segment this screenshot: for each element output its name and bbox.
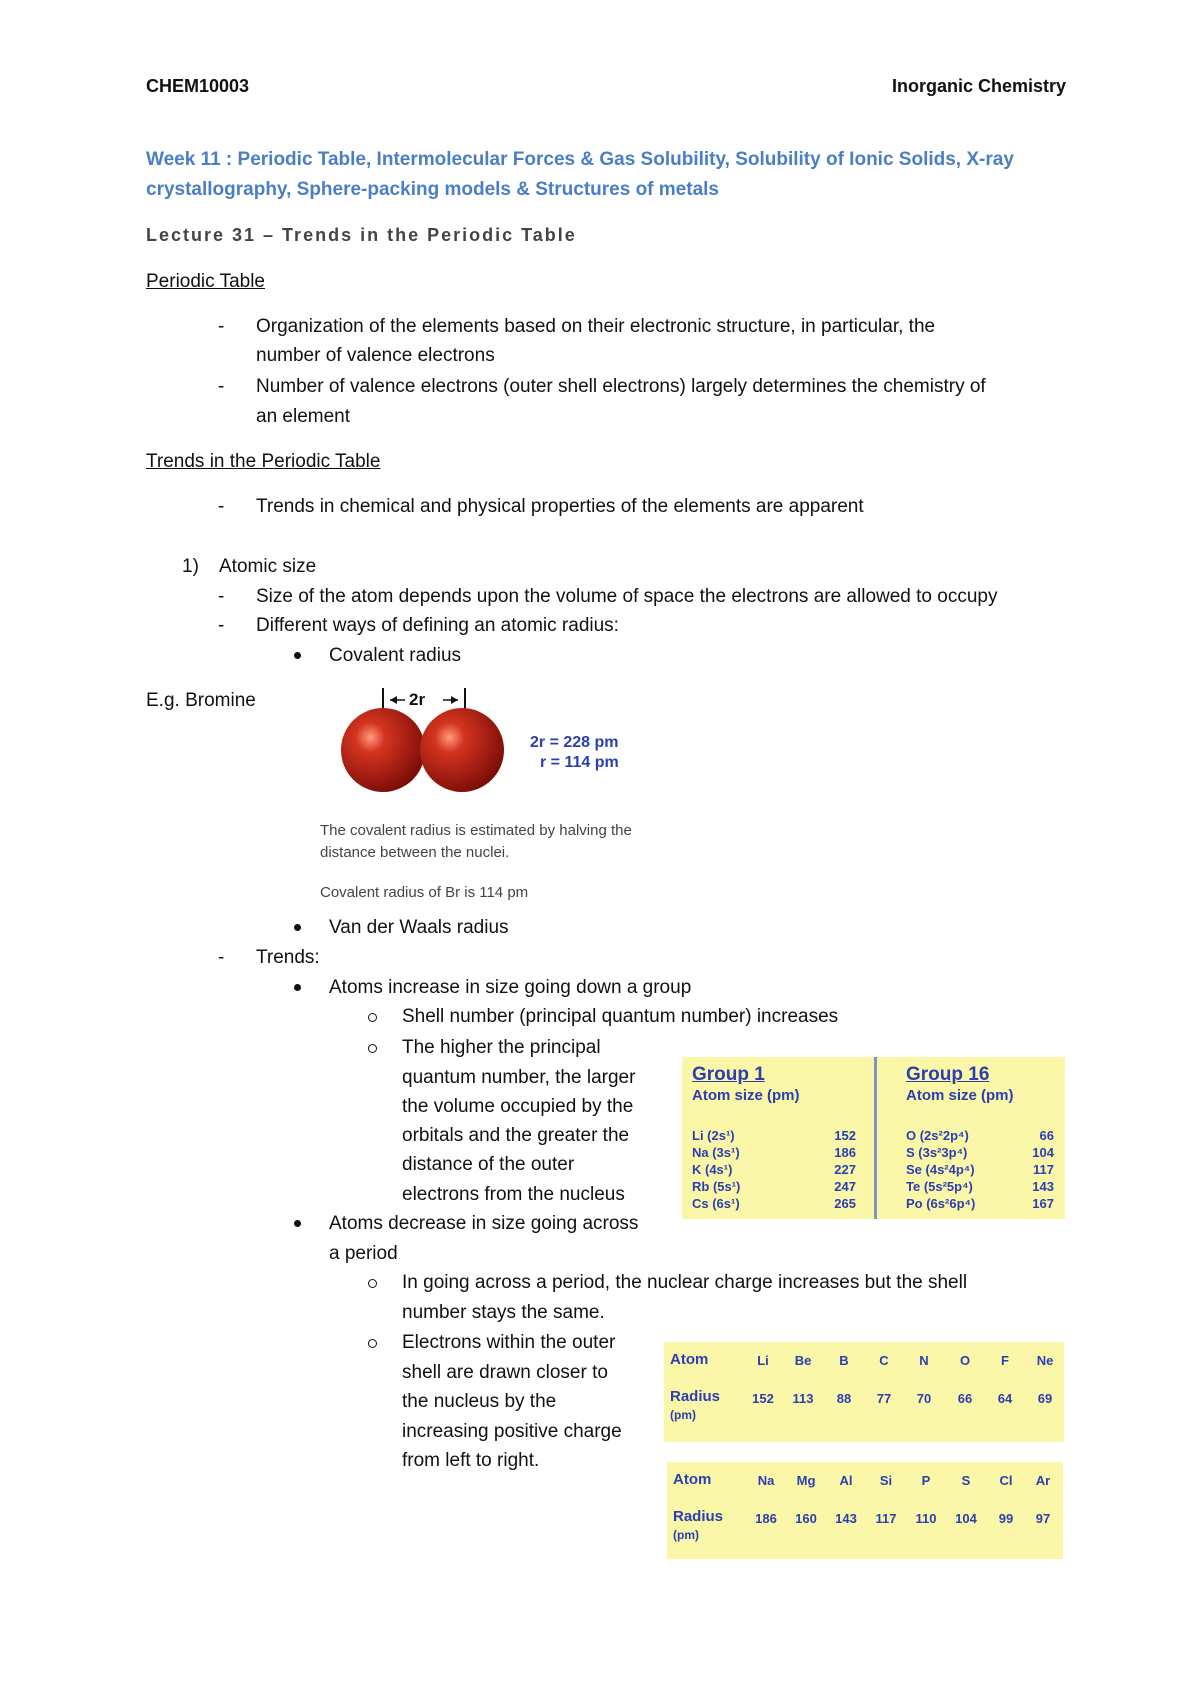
period3-atom: S bbox=[961, 1473, 971, 1488]
group16-value: 167 bbox=[1032, 1196, 1054, 1211]
group1-element: Na (3s¹) bbox=[692, 1145, 740, 1160]
subsection-title: Atomic size bbox=[219, 556, 317, 577]
period2-atom: F bbox=[1001, 1353, 1009, 1368]
period2-radius: 66 bbox=[957, 1391, 973, 1406]
bromine-atom-right bbox=[420, 708, 504, 792]
period2-atom: B bbox=[839, 1353, 849, 1368]
group1-value: 227 bbox=[834, 1162, 856, 1177]
lecture-title: Lecture 31 – Trends in the Periodic Table bbox=[146, 225, 577, 245]
text-line: Electrons within the outer bbox=[402, 1332, 616, 1353]
period2-radius-unit: (pm) bbox=[670, 1408, 696, 1422]
bromine-spheres-diagram bbox=[335, 680, 705, 900]
text-line: Trends in chemical and physical properties of the elements are apparent bbox=[256, 496, 864, 517]
list-number: 1) bbox=[182, 556, 199, 577]
group16-element: Se (4s²4p⁴) bbox=[906, 1162, 975, 1177]
period3-radius: 186 bbox=[755, 1511, 777, 1526]
group-divider bbox=[874, 1057, 877, 1219]
group16-element: S (3s²3p⁴) bbox=[906, 1145, 968, 1160]
text-line: Covalent radius bbox=[329, 645, 462, 666]
period3-atom: Na bbox=[757, 1473, 775, 1488]
two-r-label: 2r bbox=[409, 690, 426, 709]
section-heading-periodic-table: Periodic Table bbox=[146, 271, 266, 292]
week-title-line2: crystallography, Sphere-packing models & Structures of metals bbox=[146, 179, 719, 200]
group1-value: 247 bbox=[834, 1179, 856, 1194]
period3-atom-label: Atom bbox=[673, 1471, 712, 1488]
period2-atom: Li bbox=[757, 1353, 769, 1368]
course-code: CHEM10003 bbox=[146, 76, 250, 96]
period3-radius: 143 bbox=[835, 1511, 857, 1526]
text-line: Shell number (principal quantum number) increases bbox=[402, 1006, 839, 1027]
group1-title: Group 1 bbox=[692, 1064, 765, 1085]
text-line: Number of valence electrons (outer shell electrons) largely determines the chemistry of bbox=[256, 376, 986, 397]
sub-bullet-icon bbox=[368, 1013, 377, 1022]
text-line: The higher the principal bbox=[402, 1037, 601, 1058]
period2-radius: 152 bbox=[752, 1391, 774, 1406]
period3-radius: 99 bbox=[998, 1511, 1014, 1526]
text-line: In going across a period, the nuclear charge increases but the shell bbox=[402, 1272, 968, 1293]
period3-radius: 97 bbox=[1035, 1511, 1051, 1526]
bromine-figure bbox=[335, 680, 705, 900]
figure-caption-line2: distance between the nuclei. bbox=[320, 844, 510, 861]
dash-marker: - bbox=[218, 615, 225, 636]
group1-element: Li (2s¹) bbox=[692, 1128, 735, 1143]
group16-title: Group 16 bbox=[906, 1064, 990, 1085]
text-line: from left to right. bbox=[402, 1450, 540, 1471]
group16-value: 117 bbox=[1033, 1162, 1054, 1177]
period3-atom: Ar bbox=[1035, 1473, 1051, 1488]
text-line: the nucleus by the bbox=[402, 1391, 557, 1412]
dash-marker: - bbox=[218, 947, 225, 968]
bullet-icon bbox=[294, 1220, 301, 1227]
group16-value: 66 bbox=[1039, 1128, 1054, 1143]
group1-element: Rb (5s¹) bbox=[692, 1179, 741, 1194]
period3-radius: 117 bbox=[875, 1511, 897, 1526]
text-line: Organization of the elements based on their electronic structure, in particular, the bbox=[256, 316, 936, 337]
text-line: an element bbox=[256, 406, 351, 427]
r-value: r = 114 pm bbox=[540, 754, 619, 771]
text-line: shell are drawn closer to bbox=[402, 1362, 608, 1383]
period3-atom: Cl bbox=[999, 1473, 1013, 1488]
dash-marker: - bbox=[218, 586, 225, 607]
group-size-panel bbox=[682, 1057, 1065, 1219]
sub-bullet-icon bbox=[368, 1044, 377, 1053]
group16-element: Te (5s²5p⁴) bbox=[906, 1179, 973, 1194]
group16-element: O (2s²2p⁴) bbox=[906, 1128, 969, 1143]
group16-value: 104 bbox=[1032, 1145, 1054, 1160]
group16-element: Po (6s²6p⁴) bbox=[906, 1196, 976, 1211]
period3-atom: Al bbox=[839, 1473, 853, 1488]
text-line: Size of the atom depends upon the volume of space the electrons are allowed to occupy bbox=[256, 586, 998, 607]
period2-radius: 113 bbox=[792, 1391, 814, 1406]
dash-marker: - bbox=[218, 316, 225, 337]
period2-radius: 64 bbox=[997, 1391, 1013, 1406]
period2-radius: 70 bbox=[916, 1391, 932, 1406]
period3-table bbox=[667, 1462, 1063, 1559]
period3-radius: 110 bbox=[915, 1511, 937, 1526]
bromine-atom-left bbox=[341, 708, 425, 792]
text-line: the volume occupied by the bbox=[402, 1096, 634, 1117]
subject-title: Inorganic Chemistry bbox=[891, 76, 1066, 96]
period3-radius-unit: (pm) bbox=[673, 1528, 699, 1542]
group16-subtitle: Atom size (pm) bbox=[906, 1087, 1014, 1104]
figure-caption-line3: Covalent radius of Br is 114 pm bbox=[320, 884, 529, 901]
section-heading-trends: Trends in the Periodic Table bbox=[146, 451, 381, 472]
period2-atom: Ne bbox=[1036, 1353, 1054, 1368]
dash-marker: - bbox=[218, 496, 225, 517]
example-label: E.g. Bromine bbox=[146, 690, 256, 711]
week-title-line1: Week 11 : Periodic Table, Intermolecular Forces & Gas Solubility, Solubility of Ionic Solids, X-ray bbox=[146, 149, 1014, 170]
text-line: Atoms decrease in size going across bbox=[329, 1213, 639, 1234]
text-line: quantum number, the larger bbox=[402, 1067, 636, 1088]
group16-value: 143 bbox=[1032, 1179, 1054, 1194]
period3-atom: Si bbox=[879, 1473, 893, 1488]
group1-subtitle: Atom size (pm) bbox=[692, 1087, 800, 1104]
period2-radius-label: Radius bbox=[670, 1388, 721, 1405]
text-line: number stays the same. bbox=[402, 1302, 605, 1323]
period3-radius-label: Radius bbox=[673, 1508, 724, 1525]
bullet-icon bbox=[294, 924, 301, 931]
period2-atom-label: Atom bbox=[670, 1351, 709, 1368]
sub-bullet-icon bbox=[368, 1339, 377, 1348]
group1-value: 265 bbox=[834, 1196, 856, 1211]
period2-radius: 69 bbox=[1037, 1391, 1053, 1406]
group1-value: 152 bbox=[834, 1128, 856, 1143]
group1-element: K (4s¹) bbox=[692, 1162, 733, 1177]
period3-radius: 160 bbox=[795, 1511, 817, 1526]
text-line: Trends: bbox=[256, 947, 320, 968]
text-line: Different ways of defining an atomic radius: bbox=[256, 615, 619, 636]
period3-atom: P bbox=[921, 1473, 931, 1488]
text-line: electrons from the nucleus bbox=[402, 1184, 625, 1205]
period2-atom: N bbox=[919, 1353, 929, 1368]
period2-atom: O bbox=[959, 1353, 971, 1368]
bullet-icon bbox=[294, 652, 301, 659]
text-line: Van der Waals radius bbox=[329, 917, 509, 938]
text-line: increasing positive charge bbox=[402, 1421, 622, 1442]
period2-radius: 77 bbox=[876, 1391, 892, 1406]
group1-value: 186 bbox=[834, 1145, 856, 1160]
text-line: distance of the outer bbox=[402, 1154, 575, 1175]
two-r-value: 2r = 228 pm bbox=[530, 734, 619, 751]
text-line: a period bbox=[329, 1243, 398, 1264]
dash-marker: - bbox=[218, 376, 225, 397]
period3-atom: Mg bbox=[796, 1473, 816, 1488]
sub-bullet-icon bbox=[368, 1279, 377, 1288]
bullet-icon bbox=[294, 984, 301, 991]
text-line: orbitals and the greater the bbox=[402, 1125, 630, 1146]
period2-radius: 88 bbox=[836, 1391, 852, 1406]
period2-atom: Be bbox=[794, 1353, 812, 1368]
figure-caption-line1: The covalent radius is estimated by halving the bbox=[320, 822, 632, 839]
period2-table bbox=[664, 1342, 1064, 1442]
period3-radius: 104 bbox=[955, 1511, 977, 1526]
period2-atom: C bbox=[879, 1353, 889, 1368]
group1-element: Cs (6s¹) bbox=[692, 1196, 740, 1211]
text-line: number of valence electrons bbox=[256, 345, 495, 366]
text-line: Atoms increase in size going down a group bbox=[329, 977, 692, 998]
